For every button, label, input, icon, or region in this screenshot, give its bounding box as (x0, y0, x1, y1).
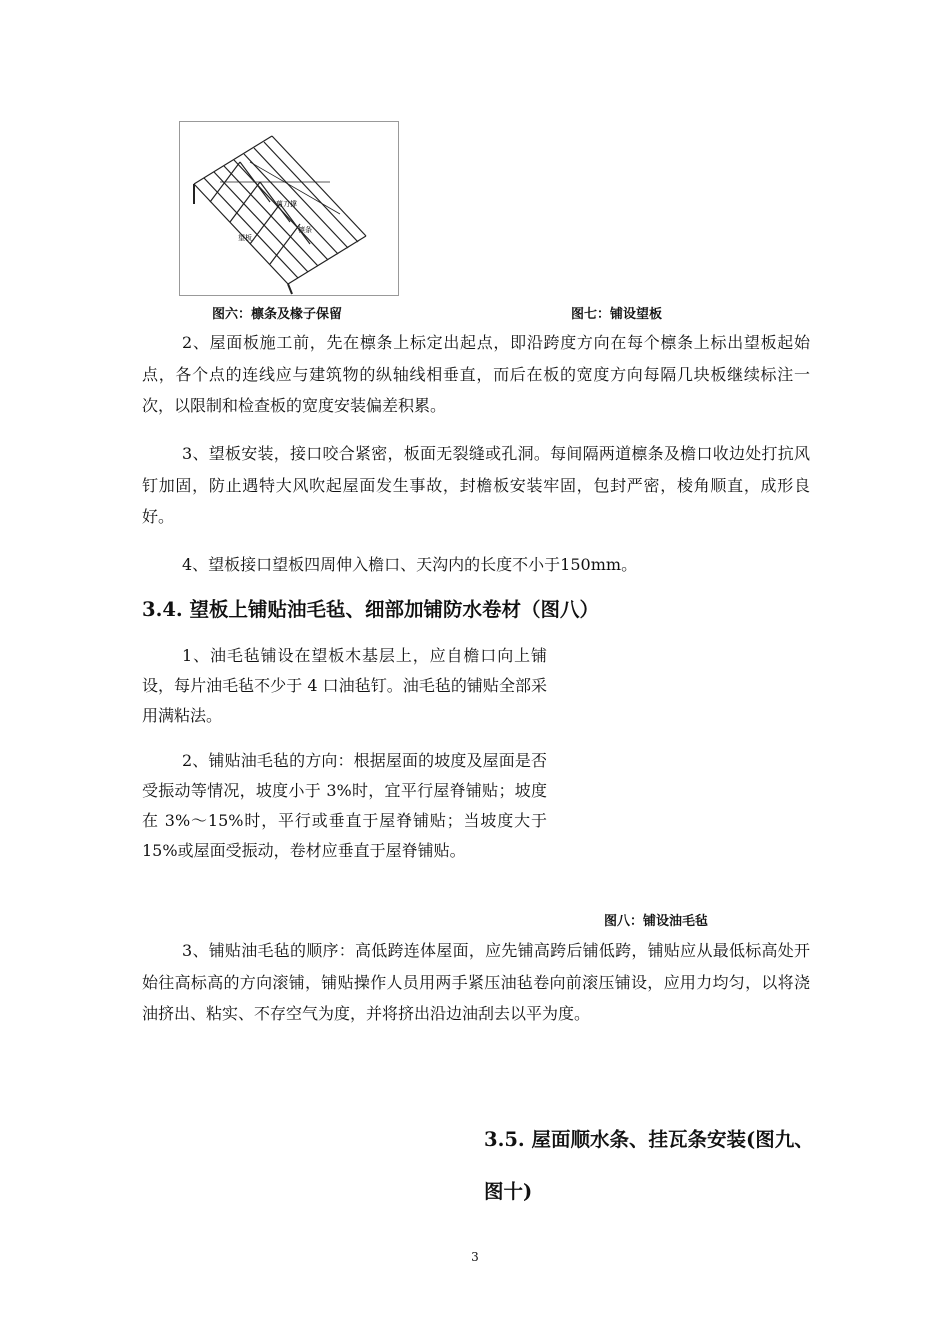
section-3-4-paragraph-3-text: 3、铺贴油毛毡的顺序：高低跨连体屋面，应先铺高跨后铺低跨，铺贴应从最低标高处开始往高标高的方向滚铺，铺贴操作人员用两手紧压油毡卷向前滚压铺设，应用力均匀，以将浇油挤出、粘实、不存空气为度，并将挤出沿边油刮去以平为度。 (142, 941, 810, 1023)
paragraph-2-text: 2、屋面板施工前，先在檩条上标定出起点，即沿跨度方向在每个檩条上标出望板起始点，各个点的连线应与建筑物的纵轴线相垂直，而后在板的宽度方向每隔几块板继续标注一次，以限制和检查板的宽度安装偏差积累。 (142, 333, 810, 415)
figure-6-image (179, 121, 399, 296)
section-3-4-paragraph-2 (142, 746, 547, 866)
paragraph-4-text: 4、望板接口望板四周伸入檐口、天沟内的长度不小于150mm。 (182, 555, 638, 574)
section-3-4-paragraph-1-text: 1、油毛毡铺设在望板木基层上，应自檐口向上铺设，每片油毛毡不少于 4 口油毡钉。油毛毡的铺贴全部采用满粘法。 (142, 646, 547, 725)
section-3-5-heading: 3.5. 屋面顺水条、挂瓦条安装(图九、图十) (484, 1128, 814, 1203)
page-number: 3 (471, 1250, 479, 1264)
section-3-4-heading: 3.4. 望板上铺贴油毛毡、细部加铺防水卷材（图八） (142, 598, 600, 621)
label-lintiao: 檩条 (298, 226, 312, 234)
label-wangban: 望板 (238, 234, 252, 242)
figure-6-caption: 图六：檩条及椽子保留 (212, 307, 343, 322)
roof-truss-drawing (180, 122, 398, 295)
section-3-4-paragraph-1 (142, 641, 547, 731)
section-3-4-paragraph-2-text: 2、铺贴油毛毡的方向：根据屋面的坡度及屋面是否受振动等情况，坡度小于 3%时，宜平行屋脊铺贴；坡度在 3%～15%时，平行或垂直于屋脊铺贴；当坡度大于 15%或屋面受振动，卷材应垂直于屋脊铺贴。 (142, 751, 547, 860)
paragraph-4 (142, 549, 810, 581)
figure-8-caption: 图八：铺设油毛毡 (604, 914, 709, 929)
section-3-4-paragraph-3 (142, 935, 810, 1030)
paragraph-3-text: 3、望板安装，接口咬合紧密，板面无裂缝或孔洞。每间隔两道檩条及檐口收边处打抗风钉加固，防止遇特大风吹起屋面发生事故，封檐板安装牢固，包封严密，棱角顺直，成形良好。 (142, 444, 810, 526)
figure-7-caption: 图七：铺设望板 (571, 307, 663, 322)
paragraph-3 (142, 438, 810, 533)
label-jiandaocheng: 剪刀撑 (276, 200, 297, 208)
paragraph-2 (142, 327, 810, 422)
